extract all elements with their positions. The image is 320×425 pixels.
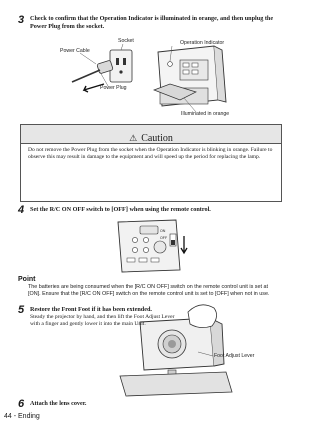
step-6-number: 6	[18, 398, 25, 410]
page-footer: 44 - Ending	[4, 413, 40, 420]
caution-title: Caution	[141, 133, 173, 144]
step-4-number: 4	[18, 204, 25, 216]
remote-on-label: ON	[160, 229, 166, 233]
illuminated-label: Illuminated in orange	[181, 111, 230, 117]
step-5-number: 5	[18, 304, 25, 316]
power-plug-illustration	[72, 60, 113, 82]
operation-indicator-light	[168, 62, 173, 67]
step-6-title: Attach the lens cover.	[30, 400, 87, 407]
caution-header	[21, 125, 281, 144]
remote-control-illustration	[118, 220, 180, 272]
step-5-title: Restore the Front Foot if it has been extended.	[30, 306, 152, 313]
socket-illustration	[110, 50, 132, 82]
caution-box	[20, 124, 282, 202]
projector-illustration	[154, 46, 226, 106]
caution-text: Do not remove the Power Plug from the socket when the Operation Indicator is blinking in orange. Failure to observe this may result in damage to the equipment and will speed up the period for replacing the lamp.	[28, 147, 273, 161]
power-plug-label: Power Plug	[100, 85, 127, 91]
step-3-title: Check to confirm that the Operation Indicator is illuminated in orange, and then unplug the Power Plug from the socket.	[30, 15, 274, 30]
point-label: Point	[18, 276, 36, 283]
remote-off-label: OFF	[160, 236, 168, 240]
foot-adjust-lever-label: Foot Adjust Lever	[214, 353, 255, 359]
power-cable-label: Power Cable	[60, 48, 90, 54]
switch-arrow	[181, 236, 187, 253]
operation-indicator-label: Operation Indicator	[180, 40, 225, 46]
step-5-text: Steady the projector by hand, and then lift the Foot Adjust Lever with a finger and gently lower it into the main Unit.	[30, 314, 175, 328]
warning-icon: ⚠	[129, 134, 138, 144]
step-4-title: Set the R/C ON OFF switch to [OFF] when using the remote control.	[30, 206, 211, 213]
point-text: The batteries are being consumed when the [R/C ON OFF] switch on the remote control unit is set at [ON]. Ensure that the [R/C ON OFF] switch on the remote control unit is set to [OFF] when not in use.	[28, 284, 270, 297]
step-3-number: 3	[18, 14, 25, 26]
socket-label: Socket	[118, 38, 134, 44]
